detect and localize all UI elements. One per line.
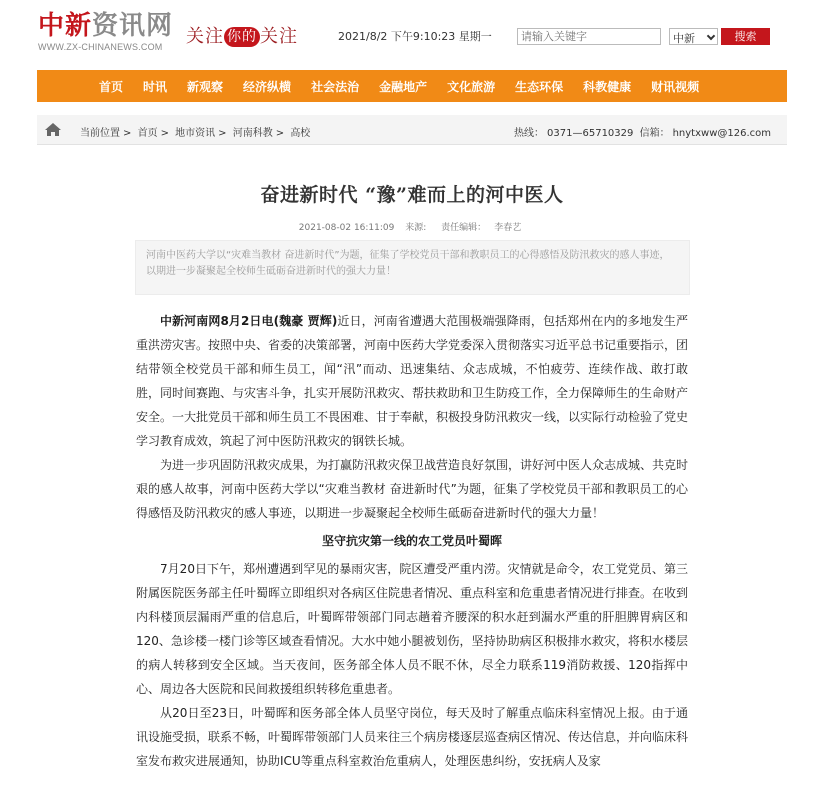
hotline-label: 热线： [514,128,545,139]
article-paragraph: 为进一步巩固防汛救灾成果，为打赢防汛救灾保卫战营造良好氛围，讲好河中医人众志成城、共克时艰的感人故事，河南中医药大学以“灾难当教材 奋进新时代”为题，征集了学校党员干部和教职员工的心得感悟及防汛救灾的感人事迹，以期进一步凝聚起全校师生砥砺奋进新时代的强大力量！ [136,458,689,520]
logo-wordmark: 中新资讯网 [38,11,174,41]
site-header [0,0,822,64]
breadcrumb-item-henan-edu[interactable]: 河南科教 [232,128,273,139]
logo-url: WWW.ZX-CHINANEWS.COM [38,42,163,52]
article-paragraph: 中新河南网8月2日电(魏豪 贾辉)近日，河南省遭遇大范围极端强降雨，包括郑州在内的多地发生严重洪涝灾害。按照中央、省委的决策部署，河南中医药大学党委深入贯彻落实习近平总书记重要指示，团结带领全校党员干部和师生员工，闻“汛”而动、迅速集结、众志成城，不怕疲劳、连续作战、敢打敢胜，同时间赛跑、与灾害斗争，扎实开展防汛救灾、帮扶救助和卫生防疫工作，全力保障师生的生命财产安全。一大批党员干部和师生员工不畏困难、甘于奉献，积极投身防汛救灾一线，以实际行动检验了党史学习教育成效，筑起了河中医防汛救灾的钢铁长城。 [136,314,689,448]
nav-item-culture-travel[interactable]: 文化旅游 [447,79,496,94]
nav-item-finance-estate[interactable]: 金融地产 [379,79,428,94]
search-scope-select[interactable]: 中新 [669,28,718,45]
article-date: 2021-08-02 16:11:09 [298,223,395,233]
breadcrumb-item-university[interactable]: 高校 [290,128,311,139]
article-title: 奋进新时代 “豫”难而上的河中医人 [260,184,564,206]
nav-item-ecology[interactable]: 生态环保 [515,79,564,94]
home-icon[interactable] [44,122,62,137]
main-nav [37,70,787,102]
breadcrumb-label: 当前位置 [80,128,120,139]
slogan: 关注 你的 关注 [186,26,298,47]
nav-item-society-law[interactable]: 社会法治 [311,79,360,94]
article-summary: 河南中医药大学以“灾难当教材 奋进新时代”为题，征集了学校党员干部和教职员工的心得感悟及防汛救灾的感人事迹，以期进一步凝聚起全校师生砥砺奋进新时代的强大力量！ [135,240,690,295]
hotline-number: 0371—65710329 [547,128,634,139]
nav-item-science-health[interactable]: 科教健康 [583,79,632,94]
article-editor: 责任编辑： 李春艺 [441,223,522,233]
article-subheading: 坚守抗灾第一线的农工党员叶蜀晖 [321,534,502,548]
nav-item-home[interactable]: 首页 [99,79,124,94]
breadcrumb-item-city-news[interactable]: 地市资讯 [175,128,216,139]
nav-item-news[interactable]: 时讯 [143,79,168,94]
search-input[interactable] [517,28,661,45]
site-logo[interactable] [38,12,173,52]
nav-item-observation[interactable]: 新观察 [187,79,224,94]
breadcrumb-bar [37,115,787,145]
contact-info [511,124,771,139]
article [37,145,787,794]
article-meta [37,220,787,233]
nav-item-finance-video[interactable]: 财讯视频 [651,79,700,94]
nav-item-economy[interactable]: 经济纵横 [243,79,292,94]
current-datetime: 2021/8/2 下午9:10:23 星期一 [338,30,492,43]
email-label: 信箱： [639,128,670,139]
article-source-label: 来源: [405,223,427,233]
article-body [136,309,688,773]
article-paragraph: 7月20日下午，郑州遭遇到罕见的暴雨灾害，院区遭受严重内涝。灾情就是命令，农工党党员、第三附属医院医务部主任叶蜀晖立即组织对各病区住院患者情况、重点科室和危重患者情况进行排查。在收到内科楼顶层漏雨严重的信息后，叶蜀晖带领部门同志趟着齐腰深的积水赶到漏水严重的肝胆脾胃病区和120、急诊楼一楼门诊等区域查看情况。大水中她小腿被划伤，坚持协助病区积极排水救灾，将积水楼层的病人转移到安全区域。当天夜间，医务部全体人员不眠不休，尽全力联系119消防救援、120指挥中心、周边各大医院和民间救援组织转移危重患者。 [136,562,689,696]
breadcrumb: 当前位置 > 首页 > 地市资讯 > 河南科教 > 高校 [80,128,311,139]
search-button[interactable]: 搜索 [721,28,770,45]
article-paragraph: 从20日至23日，叶蜀晖和医务部全体人员坚守岗位，每天及时了解重点临床科室情况上报。由于通讯设施受损，联系不畅，叶蜀晖带领部门人员来往三个病房楼逐层巡查病区情况、传达信息，并向临床科室发布救灾进展通知，协助ICU等重点科室救治危重病人，处理医患纠纷，安抚病人及家 [136,706,689,768]
email-address[interactable]: hnytxww@126.com [672,128,771,139]
dateline: 中新河南网8月2日电(魏豪 贾辉) [160,314,338,328]
chevron-down-icon [707,32,715,40]
breadcrumb-item-home[interactable]: 首页 [137,128,158,139]
